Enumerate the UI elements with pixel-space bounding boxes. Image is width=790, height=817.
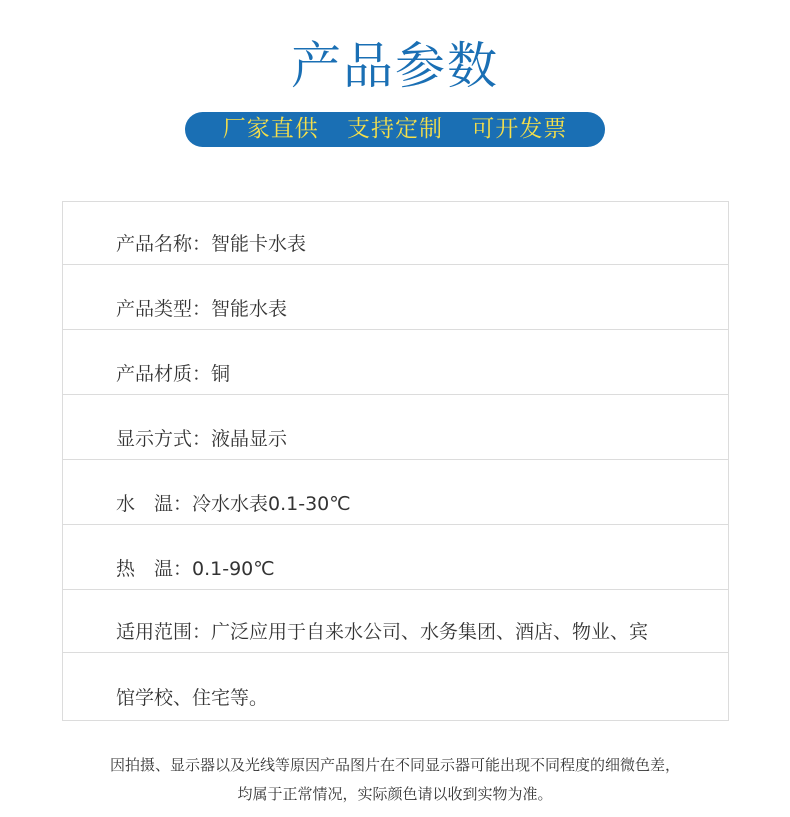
page-title: 产品参数 xyxy=(291,37,499,95)
banner-item-invoice: 可开发票 xyxy=(471,116,568,142)
param-application-scope: 适用范围：广泛应用于自来水公司、水务集团、酒店、物业、宾 xyxy=(116,621,649,643)
param-water-temperature: 水 温：冷水水表0.1-30℃ xyxy=(116,493,351,515)
table-row xyxy=(63,330,728,395)
param-application-scope-continued: 馆学校、住宅等。 xyxy=(116,687,269,709)
param-hot-temperature: 热 温：0.1-90℃ xyxy=(116,558,275,580)
param-product-name: 产品名称：智能卡水表 xyxy=(116,233,307,255)
banner-item-customization: 支持定制 xyxy=(347,116,443,142)
table-row xyxy=(63,395,728,460)
table-row xyxy=(63,460,728,525)
banner-item-direct-supply: 厂家直供 xyxy=(222,116,319,142)
param-material: 产品材质：铜 xyxy=(116,363,231,385)
param-product-type: 产品类型：智能水表 xyxy=(116,298,288,320)
disclaimer-line-2: 均属于正常情况，实际颜色请以收到实物为准。 xyxy=(237,785,553,803)
param-display-mode: 显示方式：液晶显示 xyxy=(116,428,288,450)
table-row xyxy=(63,525,728,590)
promo-banner xyxy=(185,112,605,147)
table-row xyxy=(63,590,728,653)
table-row xyxy=(63,265,728,330)
table-row xyxy=(63,653,728,718)
disclaimer-line-1: 因拍摄、显示器以及光线等原因产品图片在不同显示器可能出现不同程度的细微色差， xyxy=(109,756,680,774)
table-row xyxy=(63,202,728,265)
parameter-table xyxy=(62,201,729,721)
